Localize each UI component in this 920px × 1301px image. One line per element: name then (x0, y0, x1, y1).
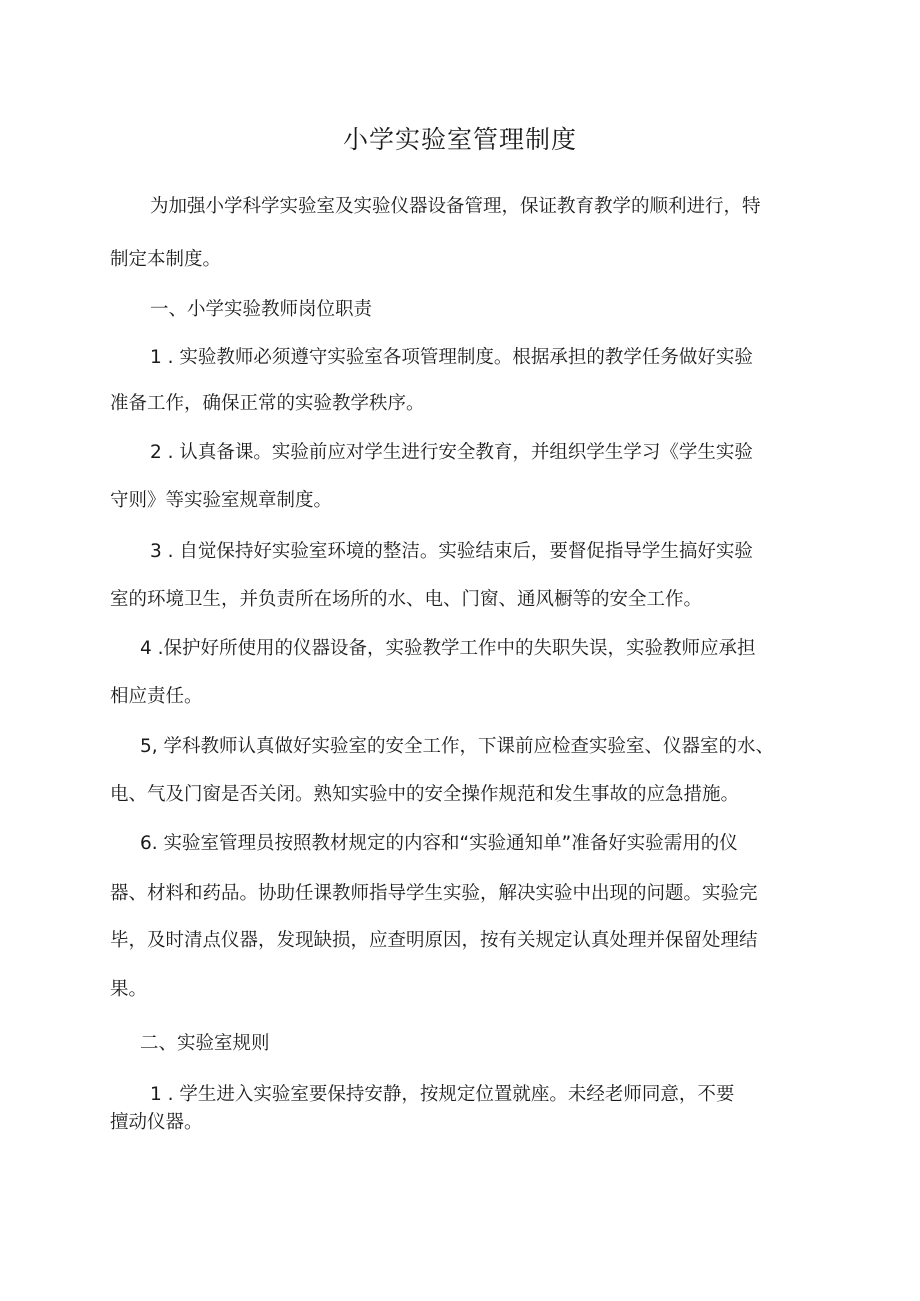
item-line: 果。 (110, 979, 148, 1000)
item-line: 5, 学科教师认真做好实验室的安全工作，下课前应检查实验室、仪器室的水、 (140, 736, 775, 757)
item-line: 电、气及门窗是否关闭。熟知实验中的安全操作规范和发生事故的应急措施。 (110, 784, 740, 805)
item-line: 1 . 学生进入实验室要保持安静，按规定位置就座。未经老师同意，不要 (150, 1084, 735, 1105)
item-line: 相应责任。 (110, 686, 203, 707)
item-line: 擅动仪器。 (110, 1112, 203, 1133)
intro-line-2: 制定本制度。 (110, 249, 222, 270)
item-line: 3 . 自觉保持好实验室环境的整洁。实验结束后，要督促指导学生搞好实验 (150, 541, 753, 562)
item-line: 2 . 认真备课。实验前应对学生进行安全教育，并组织学生学习《学生实验 (150, 442, 753, 463)
item-line: 1 . 实验教师必须遵守实验室各项管理制度。根据承担的教学任务做好实验 (150, 347, 753, 368)
document-title: 小学实验室管理制度 (342, 125, 577, 154)
section2-heading-text: 二、实验室规则 (140, 1033, 270, 1054)
item-line: 准备工作，确保正常的实验教学秩序。 (110, 393, 425, 414)
item-line: 6. 实验室管理员按照教材规定的内容和“实验通知单”准备好实验需用的仪 (140, 833, 738, 854)
intro-line-1: 为加强小学科学实验室及实验仪器设备管理，保证教育教学的顺利进行，特 (150, 196, 761, 217)
item-line: 毕，及时清点仪器，发现缺损，应查明原因，按有关规定认真处理并保留处理结 (110, 930, 758, 951)
item-line: 4 .保护好所使用的仪器设备，实验教学工作中的失职失误，实验教师应承担 (140, 638, 756, 659)
item-line: 守则》等实验室规章制度。 (110, 490, 333, 511)
section1-heading-text: 一、小学实验教师岗位职责 (150, 299, 373, 320)
item-line: 室的环境卫生，并负责所在场所的水、电、门窗、通风橱等的安全工作。 (110, 589, 703, 610)
item-line: 器、材料和药品。协助任课教师指导学生实验，解决实验中出现的问题。实验完 (110, 883, 758, 904)
